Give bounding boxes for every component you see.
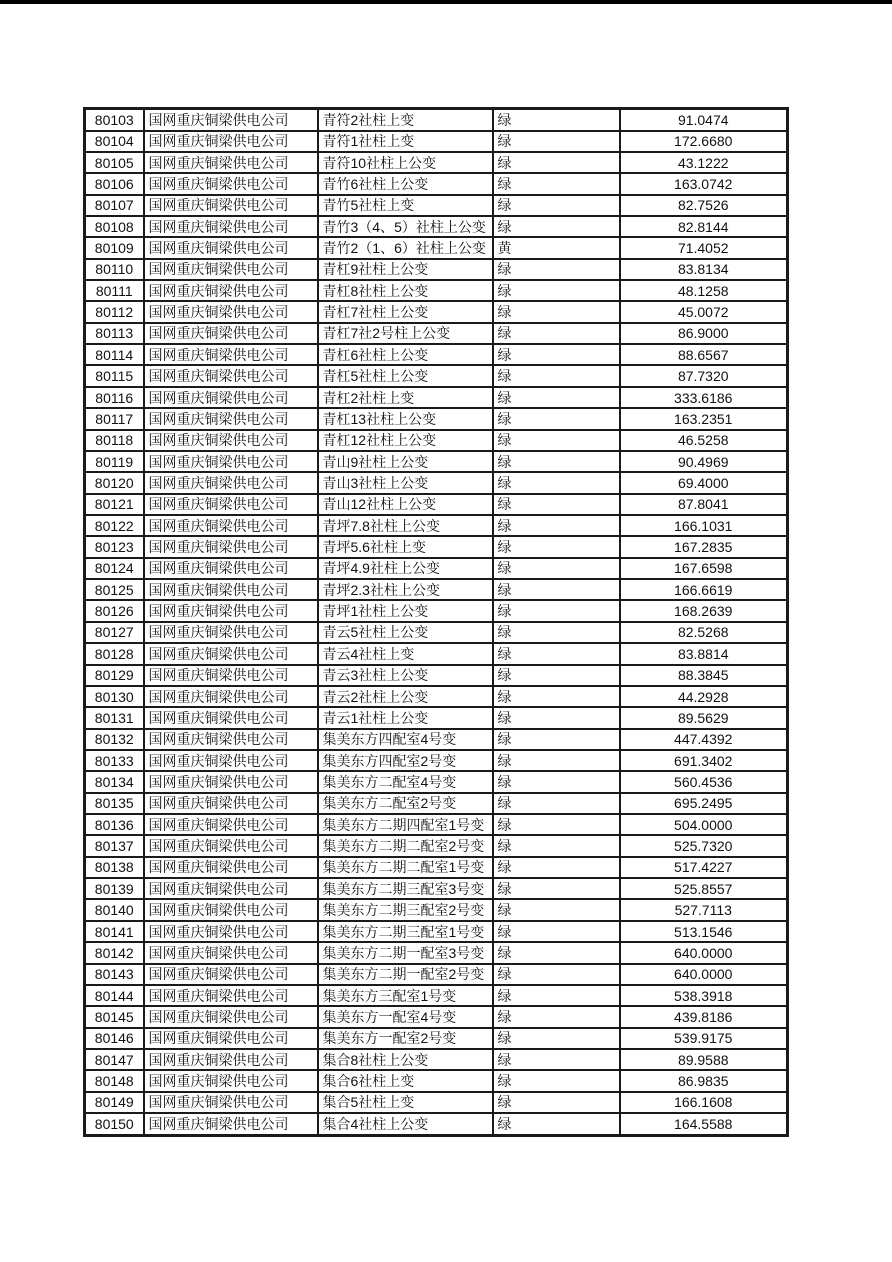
status-cell: 绿 bbox=[493, 771, 620, 792]
value-cell: 82.8144 bbox=[620, 216, 788, 237]
value-cell: 82.7526 bbox=[620, 195, 788, 216]
station-cell: 集美东方四配室2号变 bbox=[318, 750, 493, 771]
serial-cell: 80138 bbox=[85, 857, 144, 878]
company-cell: 国网重庆铜梁供电公司 bbox=[144, 665, 318, 686]
table-row bbox=[85, 985, 788, 1006]
station-cell: 青杠5社柱上公变 bbox=[318, 365, 493, 386]
company-cell: 国网重庆铜梁供电公司 bbox=[144, 280, 318, 301]
status-cell: 绿 bbox=[493, 259, 620, 280]
value-cell: 538.3918 bbox=[620, 985, 788, 1006]
serial-cell: 80110 bbox=[85, 259, 144, 280]
table-row bbox=[85, 1092, 788, 1113]
table-row bbox=[85, 408, 788, 429]
status-cell: 绿 bbox=[493, 515, 620, 536]
serial-cell: 80141 bbox=[85, 921, 144, 942]
status-cell: 绿 bbox=[493, 195, 620, 216]
status-cell: 绿 bbox=[493, 344, 620, 365]
serial-cell: 80121 bbox=[85, 494, 144, 515]
station-cell: 青山9社柱上公变 bbox=[318, 451, 493, 472]
station-cell: 青符1社柱上变 bbox=[318, 131, 493, 152]
station-cell: 集美东方二期三配室3号变 bbox=[318, 878, 493, 899]
station-cell: 青山12社柱上公变 bbox=[318, 494, 493, 515]
station-cell: 青山3社柱上公变 bbox=[318, 472, 493, 493]
value-cell: 87.8041 bbox=[620, 494, 788, 515]
transformer-table bbox=[83, 107, 789, 1137]
value-cell: 166.1031 bbox=[620, 515, 788, 536]
station-cell: 青杠12社柱上公变 bbox=[318, 430, 493, 451]
company-cell: 国网重庆铜梁供电公司 bbox=[144, 472, 318, 493]
status-cell: 绿 bbox=[493, 152, 620, 173]
serial-cell: 80136 bbox=[85, 814, 144, 835]
serial-cell: 80126 bbox=[85, 600, 144, 621]
serial-cell: 80130 bbox=[85, 686, 144, 707]
company-cell: 国网重庆铜梁供电公司 bbox=[144, 1113, 318, 1135]
status-cell: 绿 bbox=[493, 365, 620, 386]
company-cell: 国网重庆铜梁供电公司 bbox=[144, 216, 318, 237]
station-cell: 青坪2.3社柱上公变 bbox=[318, 579, 493, 600]
value-cell: 43.1222 bbox=[620, 152, 788, 173]
value-cell: 163.2351 bbox=[620, 408, 788, 429]
value-cell: 86.9000 bbox=[620, 323, 788, 344]
serial-cell: 80147 bbox=[85, 1049, 144, 1070]
table-row bbox=[85, 942, 788, 963]
table-row bbox=[85, 1049, 788, 1070]
table-row bbox=[85, 793, 788, 814]
table-row bbox=[85, 579, 788, 600]
station-cell: 集美东方二期一配室2号变 bbox=[318, 964, 493, 985]
value-cell: 513.1546 bbox=[620, 921, 788, 942]
value-cell: 525.7320 bbox=[620, 835, 788, 856]
top-black-strip bbox=[0, 0, 892, 4]
serial-cell: 80120 bbox=[85, 472, 144, 493]
station-cell: 青杠7社2号柱上公变 bbox=[318, 323, 493, 344]
status-cell: 绿 bbox=[493, 109, 620, 131]
transformer-table-container bbox=[83, 107, 786, 1137]
serial-cell: 80149 bbox=[85, 1092, 144, 1113]
status-cell: 绿 bbox=[493, 964, 620, 985]
status-cell: 绿 bbox=[493, 600, 620, 621]
table-row bbox=[85, 365, 788, 386]
value-cell: 91.0474 bbox=[620, 109, 788, 131]
company-cell: 国网重庆铜梁供电公司 bbox=[144, 1092, 318, 1113]
table-row bbox=[85, 878, 788, 899]
value-cell: 164.5588 bbox=[620, 1113, 788, 1135]
serial-cell: 80131 bbox=[85, 707, 144, 728]
serial-cell: 80148 bbox=[85, 1070, 144, 1091]
serial-cell: 80108 bbox=[85, 216, 144, 237]
table-row bbox=[85, 1028, 788, 1049]
company-cell: 国网重庆铜梁供电公司 bbox=[144, 899, 318, 920]
value-cell: 527.7113 bbox=[620, 899, 788, 920]
status-cell: 绿 bbox=[493, 707, 620, 728]
station-cell: 集合6社柱上变 bbox=[318, 1070, 493, 1091]
station-cell: 青杠6社柱上公变 bbox=[318, 344, 493, 365]
company-cell: 国网重庆铜梁供电公司 bbox=[144, 985, 318, 1006]
value-cell: 640.0000 bbox=[620, 942, 788, 963]
serial-cell: 80118 bbox=[85, 430, 144, 451]
table-row bbox=[85, 665, 788, 686]
value-cell: 439.8186 bbox=[620, 1006, 788, 1027]
table-row bbox=[85, 921, 788, 942]
station-cell: 集美东方一配室4号变 bbox=[318, 1006, 493, 1027]
table-row bbox=[85, 131, 788, 152]
company-cell: 国网重庆铜梁供电公司 bbox=[144, 237, 318, 258]
table-row bbox=[85, 237, 788, 258]
company-cell: 国网重庆铜梁供电公司 bbox=[144, 579, 318, 600]
station-cell: 青杠13社柱上公变 bbox=[318, 408, 493, 429]
station-cell: 青杠2社柱上变 bbox=[318, 387, 493, 408]
value-cell: 504.0000 bbox=[620, 814, 788, 835]
company-cell: 国网重庆铜梁供电公司 bbox=[144, 878, 318, 899]
value-cell: 691.3402 bbox=[620, 750, 788, 771]
station-cell: 集合8社柱上公变 bbox=[318, 1049, 493, 1070]
serial-cell: 80150 bbox=[85, 1113, 144, 1135]
company-cell: 国网重庆铜梁供电公司 bbox=[144, 643, 318, 664]
value-cell: 89.9588 bbox=[620, 1049, 788, 1070]
station-cell: 集美东方二配室2号变 bbox=[318, 793, 493, 814]
value-cell: 86.9835 bbox=[620, 1070, 788, 1091]
company-cell: 国网重庆铜梁供电公司 bbox=[144, 430, 318, 451]
company-cell: 国网重庆铜梁供电公司 bbox=[144, 536, 318, 557]
status-cell: 绿 bbox=[493, 985, 620, 1006]
company-cell: 国网重庆铜梁供电公司 bbox=[144, 365, 318, 386]
status-cell: 绿 bbox=[493, 878, 620, 899]
company-cell: 国网重庆铜梁供电公司 bbox=[144, 1070, 318, 1091]
table-row bbox=[85, 195, 788, 216]
value-cell: 640.0000 bbox=[620, 964, 788, 985]
serial-cell: 80124 bbox=[85, 558, 144, 579]
station-cell: 集美东方三配室1号变 bbox=[318, 985, 493, 1006]
station-cell: 青坪7.8社柱上公变 bbox=[318, 515, 493, 536]
status-cell: 绿 bbox=[493, 430, 620, 451]
company-cell: 国网重庆铜梁供电公司 bbox=[144, 173, 318, 194]
value-cell: 525.8557 bbox=[620, 878, 788, 899]
status-cell: 绿 bbox=[493, 387, 620, 408]
company-cell: 国网重庆铜梁供电公司 bbox=[144, 622, 318, 643]
table-row bbox=[85, 857, 788, 878]
company-cell: 国网重庆铜梁供电公司 bbox=[144, 729, 318, 750]
status-cell: 绿 bbox=[493, 729, 620, 750]
company-cell: 国网重庆铜梁供电公司 bbox=[144, 515, 318, 536]
station-cell: 集美东方二期一配室3号变 bbox=[318, 942, 493, 963]
company-cell: 国网重庆铜梁供电公司 bbox=[144, 259, 318, 280]
serial-cell: 80113 bbox=[85, 323, 144, 344]
table-row bbox=[85, 750, 788, 771]
serial-cell: 80119 bbox=[85, 451, 144, 472]
table-row bbox=[85, 1070, 788, 1091]
serial-cell: 80122 bbox=[85, 515, 144, 536]
company-cell: 国网重庆铜梁供电公司 bbox=[144, 707, 318, 728]
value-cell: 168.2639 bbox=[620, 600, 788, 621]
status-cell: 绿 bbox=[493, 1070, 620, 1091]
serial-cell: 80112 bbox=[85, 301, 144, 322]
value-cell: 447.4392 bbox=[620, 729, 788, 750]
serial-cell: 80103 bbox=[85, 109, 144, 131]
company-cell: 国网重庆铜梁供电公司 bbox=[144, 750, 318, 771]
table-row bbox=[85, 643, 788, 664]
table-row bbox=[85, 301, 788, 322]
table-row bbox=[85, 899, 788, 920]
station-cell: 集美东方二配室4号变 bbox=[318, 771, 493, 792]
status-cell: 绿 bbox=[493, 579, 620, 600]
status-cell: 绿 bbox=[493, 323, 620, 344]
table-row bbox=[85, 686, 788, 707]
table-row bbox=[85, 771, 788, 792]
serial-cell: 80134 bbox=[85, 771, 144, 792]
value-cell: 90.4969 bbox=[620, 451, 788, 472]
company-cell: 国网重庆铜梁供电公司 bbox=[144, 301, 318, 322]
table-row bbox=[85, 814, 788, 835]
status-cell: 绿 bbox=[493, 857, 620, 878]
company-cell: 国网重庆铜梁供电公司 bbox=[144, 1049, 318, 1070]
table-row bbox=[85, 344, 788, 365]
status-cell: 绿 bbox=[493, 173, 620, 194]
status-cell: 绿 bbox=[493, 835, 620, 856]
company-cell: 国网重庆铜梁供电公司 bbox=[144, 1028, 318, 1049]
company-cell: 国网重庆铜梁供电公司 bbox=[144, 964, 318, 985]
serial-cell: 80115 bbox=[85, 365, 144, 386]
station-cell: 青坪1社柱上公变 bbox=[318, 600, 493, 621]
status-cell: 绿 bbox=[493, 494, 620, 515]
status-cell: 绿 bbox=[493, 1006, 620, 1027]
serial-cell: 80107 bbox=[85, 195, 144, 216]
status-cell: 绿 bbox=[493, 750, 620, 771]
station-cell: 集美东方二期二配室2号变 bbox=[318, 835, 493, 856]
serial-cell: 80116 bbox=[85, 387, 144, 408]
serial-cell: 80146 bbox=[85, 1028, 144, 1049]
company-cell: 国网重庆铜梁供电公司 bbox=[144, 494, 318, 515]
station-cell: 集合5社柱上变 bbox=[318, 1092, 493, 1113]
value-cell: 88.6567 bbox=[620, 344, 788, 365]
company-cell: 国网重庆铜梁供电公司 bbox=[144, 921, 318, 942]
company-cell: 国网重庆铜梁供电公司 bbox=[144, 408, 318, 429]
value-cell: 83.8134 bbox=[620, 259, 788, 280]
status-cell: 绿 bbox=[493, 942, 620, 963]
serial-cell: 80127 bbox=[85, 622, 144, 643]
company-cell: 国网重庆铜梁供电公司 bbox=[144, 451, 318, 472]
station-cell: 青杠7社柱上公变 bbox=[318, 301, 493, 322]
station-cell: 青杠9社柱上公变 bbox=[318, 259, 493, 280]
value-cell: 48.1258 bbox=[620, 280, 788, 301]
table-row bbox=[85, 515, 788, 536]
station-cell: 青云2社柱上公变 bbox=[318, 686, 493, 707]
company-cell: 国网重庆铜梁供电公司 bbox=[144, 195, 318, 216]
value-cell: 166.1608 bbox=[620, 1092, 788, 1113]
value-cell: 695.2495 bbox=[620, 793, 788, 814]
serial-cell: 80104 bbox=[85, 131, 144, 152]
table-row bbox=[85, 622, 788, 643]
value-cell: 333.6186 bbox=[620, 387, 788, 408]
serial-cell: 80117 bbox=[85, 408, 144, 429]
status-cell: 绿 bbox=[493, 643, 620, 664]
status-cell: 绿 bbox=[493, 1028, 620, 1049]
status-cell: 绿 bbox=[493, 665, 620, 686]
status-cell: 绿 bbox=[493, 301, 620, 322]
table-row bbox=[85, 600, 788, 621]
status-cell: 绿 bbox=[493, 1049, 620, 1070]
station-cell: 集美东方二期三配室1号变 bbox=[318, 921, 493, 942]
company-cell: 国网重庆铜梁供电公司 bbox=[144, 600, 318, 621]
status-cell: 绿 bbox=[493, 536, 620, 557]
serial-cell: 80139 bbox=[85, 878, 144, 899]
value-cell: 71.4052 bbox=[620, 237, 788, 258]
value-cell: 167.6598 bbox=[620, 558, 788, 579]
table-row bbox=[85, 1006, 788, 1027]
status-cell: 绿 bbox=[493, 899, 620, 920]
serial-cell: 80129 bbox=[85, 665, 144, 686]
station-cell: 集美东方四配室4号变 bbox=[318, 729, 493, 750]
station-cell: 青云5社柱上公变 bbox=[318, 622, 493, 643]
value-cell: 172.6680 bbox=[620, 131, 788, 152]
station-cell: 青坪4.9社柱上公变 bbox=[318, 558, 493, 579]
value-cell: 69.4000 bbox=[620, 472, 788, 493]
table-row bbox=[85, 323, 788, 344]
station-cell: 青云4社柱上变 bbox=[318, 643, 493, 664]
value-cell: 166.6619 bbox=[620, 579, 788, 600]
serial-cell: 80140 bbox=[85, 899, 144, 920]
status-cell: 绿 bbox=[493, 216, 620, 237]
value-cell: 163.0742 bbox=[620, 173, 788, 194]
serial-cell: 80128 bbox=[85, 643, 144, 664]
station-cell: 集美东方一配室2号变 bbox=[318, 1028, 493, 1049]
status-cell: 绿 bbox=[493, 921, 620, 942]
status-cell: 绿 bbox=[493, 1092, 620, 1113]
serial-cell: 80135 bbox=[85, 793, 144, 814]
serial-cell: 80125 bbox=[85, 579, 144, 600]
company-cell: 国网重庆铜梁供电公司 bbox=[144, 942, 318, 963]
value-cell: 82.5268 bbox=[620, 622, 788, 643]
status-cell: 绿 bbox=[493, 622, 620, 643]
table-row bbox=[85, 964, 788, 985]
value-cell: 45.0072 bbox=[620, 301, 788, 322]
serial-cell: 80133 bbox=[85, 750, 144, 771]
table-row bbox=[85, 558, 788, 579]
station-cell: 青符2社柱上变 bbox=[318, 109, 493, 131]
value-cell: 560.4536 bbox=[620, 771, 788, 792]
station-cell: 青竹3（4、5）社柱上公变 bbox=[318, 216, 493, 237]
station-cell: 青云3社柱上公变 bbox=[318, 665, 493, 686]
table-row bbox=[85, 173, 788, 194]
status-cell: 绿 bbox=[493, 1113, 620, 1135]
serial-cell: 80142 bbox=[85, 942, 144, 963]
station-cell: 集美东方二期三配室2号变 bbox=[318, 899, 493, 920]
serial-cell: 80105 bbox=[85, 152, 144, 173]
station-cell: 青杠8社柱上公变 bbox=[318, 280, 493, 301]
value-cell: 88.3845 bbox=[620, 665, 788, 686]
company-cell: 国网重庆铜梁供电公司 bbox=[144, 109, 318, 131]
station-cell: 集合4社柱上公变 bbox=[318, 1113, 493, 1135]
serial-cell: 80123 bbox=[85, 536, 144, 557]
value-cell: 517.4227 bbox=[620, 857, 788, 878]
table-row bbox=[85, 729, 788, 750]
table-row bbox=[85, 451, 788, 472]
company-cell: 国网重庆铜梁供电公司 bbox=[144, 686, 318, 707]
serial-cell: 80106 bbox=[85, 173, 144, 194]
company-cell: 国网重庆铜梁供电公司 bbox=[144, 152, 318, 173]
table-row bbox=[85, 387, 788, 408]
value-cell: 89.5629 bbox=[620, 707, 788, 728]
status-cell: 绿 bbox=[493, 280, 620, 301]
station-cell: 青符10社柱上公变 bbox=[318, 152, 493, 173]
status-cell: 绿 bbox=[493, 131, 620, 152]
company-cell: 国网重庆铜梁供电公司 bbox=[144, 344, 318, 365]
station-cell: 集美东方二期二配室1号变 bbox=[318, 857, 493, 878]
value-cell: 87.7320 bbox=[620, 365, 788, 386]
company-cell: 国网重庆铜梁供电公司 bbox=[144, 793, 318, 814]
value-cell: 44.2928 bbox=[620, 686, 788, 707]
station-cell: 集美东方二期四配室1号变 bbox=[318, 814, 493, 835]
company-cell: 国网重庆铜梁供电公司 bbox=[144, 835, 318, 856]
station-cell: 青竹5社柱上变 bbox=[318, 195, 493, 216]
status-cell: 黄 bbox=[493, 237, 620, 258]
table-row bbox=[85, 707, 788, 728]
company-cell: 国网重庆铜梁供电公司 bbox=[144, 131, 318, 152]
table-row bbox=[85, 494, 788, 515]
serial-cell: 80132 bbox=[85, 729, 144, 750]
serial-cell: 80137 bbox=[85, 835, 144, 856]
station-cell: 青竹2（1、6）社柱上公变 bbox=[318, 237, 493, 258]
station-cell: 青云1社柱上公变 bbox=[318, 707, 493, 728]
table-row bbox=[85, 835, 788, 856]
table-row bbox=[85, 536, 788, 557]
station-cell: 青竹6社柱上公变 bbox=[318, 173, 493, 194]
company-cell: 国网重庆铜梁供电公司 bbox=[144, 814, 318, 835]
value-cell: 167.2835 bbox=[620, 536, 788, 557]
status-cell: 绿 bbox=[493, 451, 620, 472]
status-cell: 绿 bbox=[493, 793, 620, 814]
status-cell: 绿 bbox=[493, 686, 620, 707]
value-cell: 46.5258 bbox=[620, 430, 788, 451]
serial-cell: 80143 bbox=[85, 964, 144, 985]
value-cell: 539.9175 bbox=[620, 1028, 788, 1049]
serial-cell: 80109 bbox=[85, 237, 144, 258]
company-cell: 国网重庆铜梁供电公司 bbox=[144, 1006, 318, 1027]
serial-cell: 80114 bbox=[85, 344, 144, 365]
transformer-table-body bbox=[85, 109, 788, 1136]
table-row bbox=[85, 1113, 788, 1135]
table-row bbox=[85, 472, 788, 493]
table-row bbox=[85, 216, 788, 237]
serial-cell: 80145 bbox=[85, 1006, 144, 1027]
status-cell: 绿 bbox=[493, 814, 620, 835]
company-cell: 国网重庆铜梁供电公司 bbox=[144, 558, 318, 579]
status-cell: 绿 bbox=[493, 558, 620, 579]
company-cell: 国网重庆铜梁供电公司 bbox=[144, 771, 318, 792]
serial-cell: 80144 bbox=[85, 985, 144, 1006]
table-row bbox=[85, 280, 788, 301]
status-cell: 绿 bbox=[493, 472, 620, 493]
station-cell: 青坪5.6社柱上变 bbox=[318, 536, 493, 557]
status-cell: 绿 bbox=[493, 408, 620, 429]
table-row bbox=[85, 109, 788, 131]
company-cell: 国网重庆铜梁供电公司 bbox=[144, 387, 318, 408]
serial-cell: 80111 bbox=[85, 280, 144, 301]
value-cell: 83.8814 bbox=[620, 643, 788, 664]
table-row bbox=[85, 259, 788, 280]
table-row bbox=[85, 430, 788, 451]
company-cell: 国网重庆铜梁供电公司 bbox=[144, 857, 318, 878]
company-cell: 国网重庆铜梁供电公司 bbox=[144, 323, 318, 344]
table-row bbox=[85, 152, 788, 173]
